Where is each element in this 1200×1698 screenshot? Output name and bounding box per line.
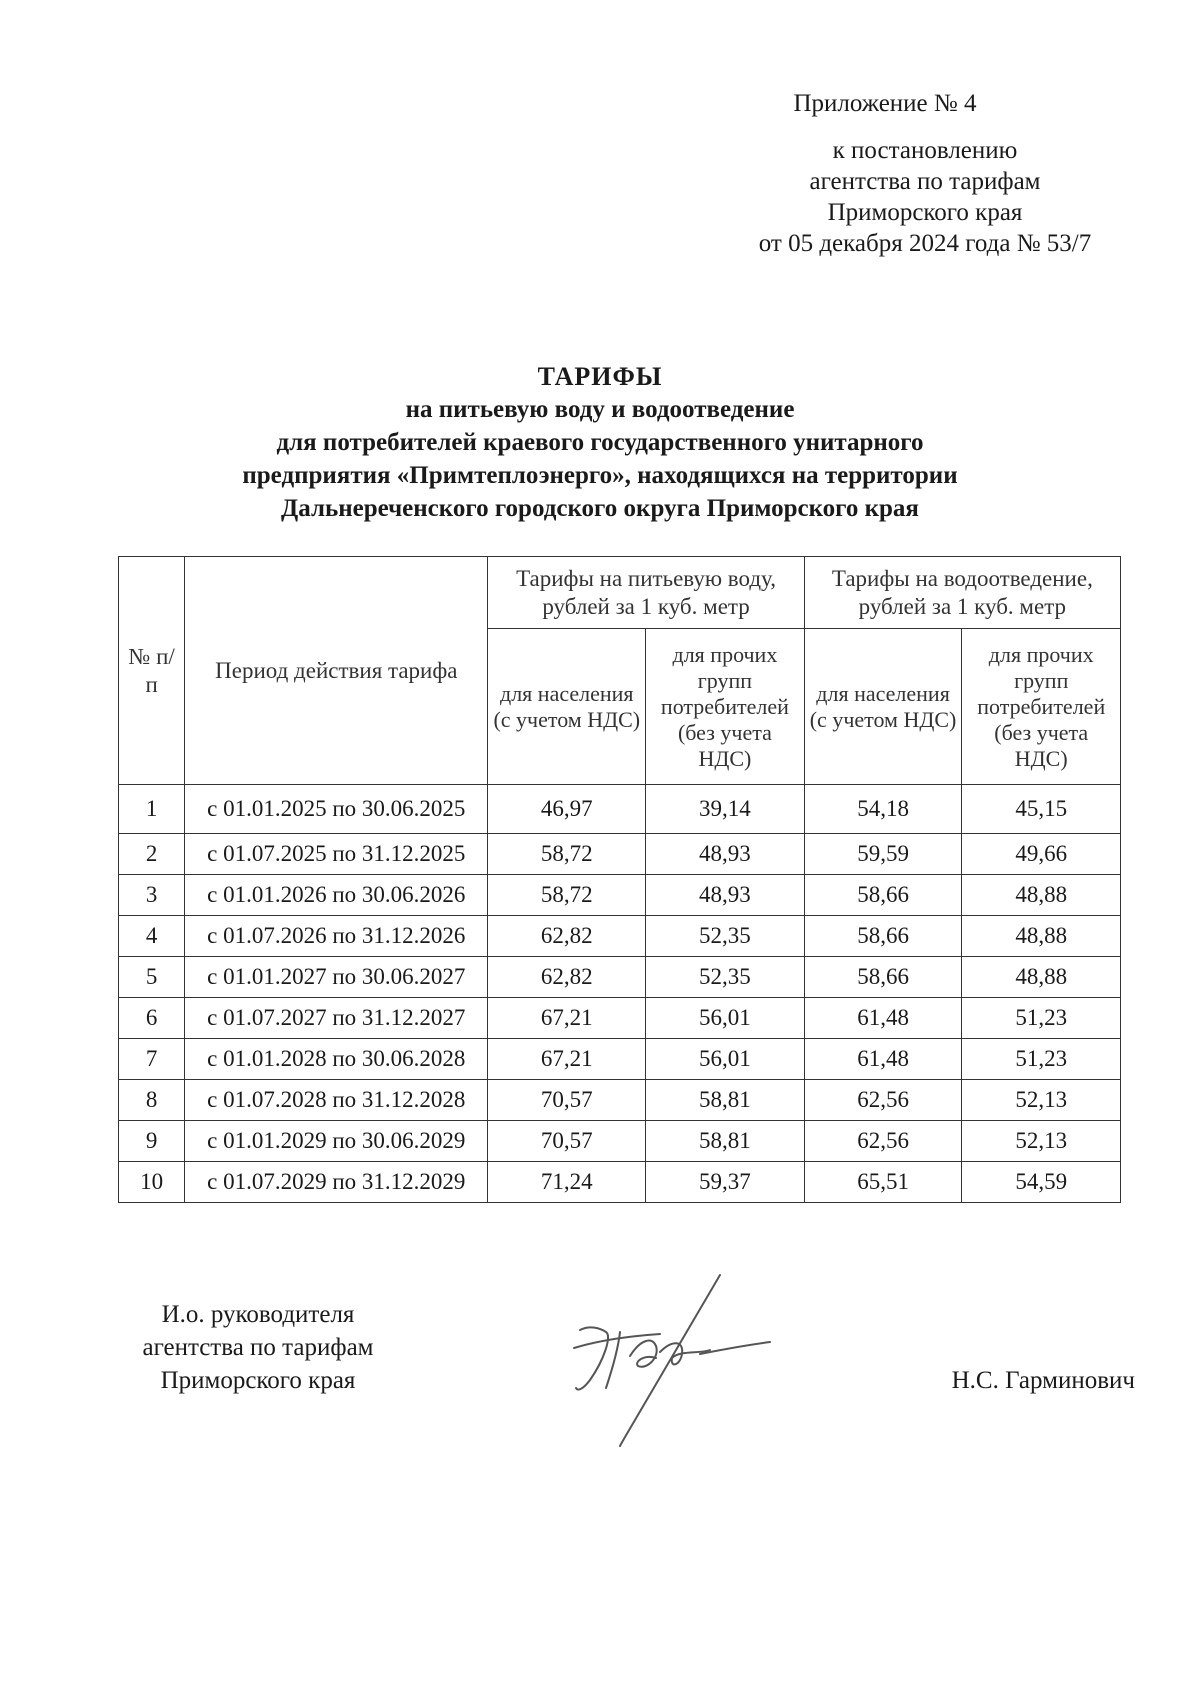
header-no: № п/п	[119, 557, 185, 785]
cell-sewer-population: 61,48	[804, 1039, 962, 1080]
cell-period: с 01.01.2029 по 30.06.2029	[185, 1121, 488, 1162]
cell-water-others: 48,93	[646, 875, 805, 916]
cell-sewer-population: 61,48	[804, 998, 962, 1039]
table-row	[119, 875, 1121, 916]
cell-water-population: 70,57	[488, 1121, 646, 1162]
header-sewer-others: для прочих групп потребителей (без учета НДС)	[962, 629, 1121, 785]
table-row	[119, 916, 1121, 957]
cell-period: с 01.07.2029 по 31.12.2029	[185, 1162, 488, 1203]
cell-sewer-population: 59,59	[804, 834, 962, 875]
cell-water-others: 58,81	[646, 1080, 805, 1121]
cell-period: с 01.01.2027 по 30.06.2027	[185, 957, 488, 998]
header-water-population: для населения (с учетом НДС)	[488, 629, 646, 785]
cell-water-others: 58,81	[646, 1121, 805, 1162]
appendix-line: от 05 декабря 2024 года № 53/7	[758, 230, 1092, 257]
cell-water-population: 46,97	[488, 785, 646, 834]
cell-period: с 01.07.2025 по 31.12.2025	[185, 834, 488, 875]
cell-water-others: 48,93	[646, 834, 805, 875]
cell-sewer-population: 58,66	[804, 875, 962, 916]
cell-sewer-population: 54,18	[804, 785, 962, 834]
title-line: для потребителей краевого государственного унитарного	[276, 429, 924, 456]
cell-sewer-others: 52,13	[962, 1080, 1121, 1121]
table-row	[119, 1121, 1121, 1162]
title-main: ТАРИФЫ	[537, 362, 663, 391]
cell-sewer-others: 51,23	[962, 1039, 1121, 1080]
header-water-group: Тарифы на питьевую воду, рублей за 1 куб. метр	[488, 557, 804, 629]
cell-sewer-others: 48,88	[962, 875, 1121, 916]
table-row	[119, 1162, 1121, 1203]
cell-sewer-population: 58,66	[804, 916, 962, 957]
cell-sewer-others: 48,88	[962, 957, 1121, 998]
position-line: Приморского края	[160, 1367, 356, 1394]
header-sewer-group: Тарифы на водоотведение, рублей за 1 куб. метр	[804, 557, 1120, 629]
cell-water-others: 56,01	[646, 998, 805, 1039]
handwritten-signature	[560, 1270, 790, 1450]
cell-row-number: 10	[119, 1162, 185, 1203]
cell-sewer-others: 48,88	[962, 916, 1121, 957]
cell-row-number: 4	[119, 916, 185, 957]
cell-sewer-population: 65,51	[804, 1162, 962, 1203]
cell-water-others: 59,37	[646, 1162, 805, 1203]
cell-water-population: 58,72	[488, 875, 646, 916]
cell-water-others: 52,35	[646, 916, 805, 957]
cell-row-number: 1	[119, 785, 185, 834]
cell-row-number: 6	[119, 998, 185, 1039]
cell-sewer-others: 45,15	[962, 785, 1121, 834]
header-water-others: для прочих групп потребителей (без учета НДС)	[646, 629, 805, 785]
header-period: Период действия тарифа	[185, 557, 488, 785]
tariff-table	[118, 556, 1121, 1203]
appendix-line: Приморского края	[827, 199, 1023, 226]
signatory-name: Н.С. Гарминович	[951, 1367, 1135, 1394]
cell-water-others: 52,35	[646, 957, 805, 998]
table-row	[119, 998, 1121, 1039]
position-line: агентства по тарифам	[142, 1334, 374, 1361]
appendix-line: агентства по тарифам	[809, 168, 1041, 195]
appendix-line: к постановлению	[832, 137, 1018, 164]
cell-period: с 01.01.2025 по 30.06.2025	[185, 785, 488, 834]
cell-sewer-others: 49,66	[962, 834, 1121, 875]
cell-row-number: 9	[119, 1121, 185, 1162]
cell-water-population: 62,82	[488, 957, 646, 998]
table-row	[119, 785, 1121, 834]
appendix-block	[715, 88, 1135, 259]
cell-water-population: 62,82	[488, 916, 646, 957]
cell-water-population: 70,57	[488, 1080, 646, 1121]
position-line: И.о. руководителя	[161, 1301, 355, 1328]
cell-sewer-others: 52,13	[962, 1121, 1121, 1162]
cell-row-number: 5	[119, 957, 185, 998]
title-line: предприятия «Примтеплоэнерго», находящихся на территории	[242, 462, 958, 489]
cell-period: с 01.07.2027 по 31.12.2027	[185, 998, 488, 1039]
cell-sewer-others: 54,59	[962, 1162, 1121, 1203]
cell-sewer-population: 62,56	[804, 1080, 962, 1121]
cell-row-number: 7	[119, 1039, 185, 1080]
cell-row-number: 3	[119, 875, 185, 916]
header-sewer-population: для населения (с учетом НДС)	[804, 629, 962, 785]
cell-row-number: 2	[119, 834, 185, 875]
cell-period: с 01.01.2028 по 30.06.2028	[185, 1039, 488, 1080]
cell-period: с 01.07.2026 по 31.12.2026	[185, 916, 488, 957]
cell-sewer-others: 51,23	[962, 998, 1121, 1039]
title-line: Дальнереченского городского округа Приморского края	[281, 495, 919, 522]
tariff-table-body	[119, 785, 1121, 1203]
cell-period: с 01.01.2026 по 30.06.2026	[185, 875, 488, 916]
cell-water-population: 67,21	[488, 998, 646, 1039]
cell-water-others: 39,14	[646, 785, 805, 834]
cell-sewer-population: 58,66	[804, 957, 962, 998]
table-row	[119, 1039, 1121, 1080]
cell-water-others: 56,01	[646, 1039, 805, 1080]
table-row	[119, 834, 1121, 875]
cell-water-population: 58,72	[488, 834, 646, 875]
appendix-number: Приложение № 4	[793, 90, 977, 117]
document-title	[150, 360, 1050, 525]
cell-row-number: 8	[119, 1080, 185, 1121]
cell-water-population: 71,24	[488, 1162, 646, 1203]
table-row	[119, 1080, 1121, 1121]
signatory-position	[118, 1298, 398, 1397]
table-row	[119, 957, 1121, 998]
cell-sewer-population: 62,56	[804, 1121, 962, 1162]
title-line: на питьевую воду и водоотведение	[405, 396, 795, 423]
cell-period: с 01.07.2028 по 31.12.2028	[185, 1080, 488, 1121]
cell-water-population: 67,21	[488, 1039, 646, 1080]
